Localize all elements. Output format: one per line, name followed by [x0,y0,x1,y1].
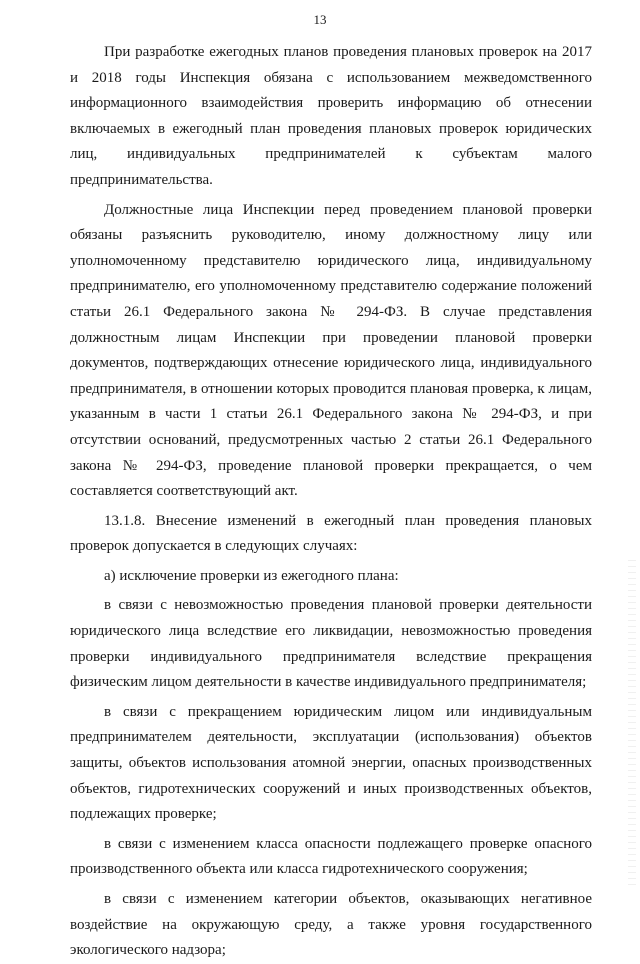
paragraph-hazard-class: в связи с изменением класса опасности подлежащего проверке опасного производственного объекта или класса гидротехнического сооружения; [70,835,592,878]
paragraph-termination: в связи с прекращением юридическим лицом или индивидуальным предпринимателем деятельности, эксплуатации (использования) объектов защиты, объектов использования атомной энергии, опасных производственных объектов, гидротехнических сооружений и иных производственных объектов, подлежащих проверке; [70,703,592,823]
paragraph-13-1-8: 13.1.8. Внесение изменений в ежегодный план проведения плановых проверок допускается в следующих случаях: [70,512,592,555]
paragraph-environment-category: в связи с изменением категории объектов, оказывающих негативное воздействие на окружающую среду, а также уровня государственного экологического надзора; [70,891,592,959]
scan-edge-noise [628,560,636,890]
document-body [70,40,592,964]
paragraph-liquidation: в связи с невозможностью проведения плановой проверки деятельности юридического лица вследствие его ликвидации, невозможностью проведения проверки индивидуального предпринимателя вследствие прекращения физическим лицом деятельности в качестве индивидуального предпринимателя; [70,597,592,691]
paragraph-officials-duties: Должностные лица Инспекции перед проведением плановой проверки обязаны разъяснить руководителю, иному должностному лицу или уполномоченному представителю юридического лица, индивидуальному предпринимателю, его уполномоченному представителю содержание положений статьи 26.1 Федерального закона № 294-ФЗ. В случае представления должностным лицам Инспекции при проведении плановой проверки документов, подтверждающих отнесение юридического лица, индивидуального предпринимателя, в отношении которых проводится плановая проверка, к лицам, указанным в части 1 статьи 26.1 Федерального закона № 294-ФЗ, и при отсутствии оснований, предусмотренных частью 2 статьи 26.1 Федерального закона № 294-ФЗ, проведение плановой проверки прекращается, о чем составляется соответствующий акт. [70,201,592,500]
paragraph-plan-2017-2018: При разработке ежегодных планов проведения плановых проверок на 2017 и 2018 годы Инспекция обязана с использованием межведомственного информационного взаимодействия проверить информацию об отнесении включаемых в ежегодный план проведения плановых проверок юридических лиц, индивидуальных предпринимателей к субъектам малого предпринимательства. [70,44,592,188]
page-number: 13 [313,12,327,27]
paragraph-item-a: а) исключение проверки из ежегодного плана: [104,567,399,584]
